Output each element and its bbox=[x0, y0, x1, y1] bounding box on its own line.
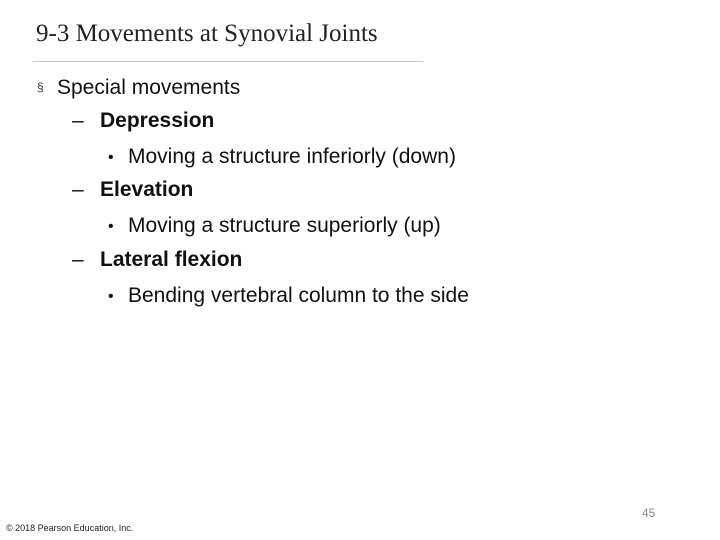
dot-bullet-icon: • bbox=[108, 218, 114, 235]
copyright-notice: © 2018 Pearson Education, Inc. bbox=[6, 523, 134, 533]
dash-bullet-icon: – bbox=[72, 248, 84, 271]
slide-title: 9-3 Movements at Synovial Joints bbox=[36, 20, 378, 47]
title-divider bbox=[33, 61, 423, 62]
dash-bullet-icon: – bbox=[72, 109, 84, 132]
dash-bullet-icon: – bbox=[72, 178, 84, 201]
bullet-level2 bbox=[72, 248, 242, 272]
bullet-level1 bbox=[37, 75, 240, 100]
bullet-level2 bbox=[72, 178, 193, 202]
definition-text: Moving a structure inferiorly (down) bbox=[128, 145, 456, 168]
definition-text: Moving a structure superiorly (up) bbox=[128, 214, 441, 237]
page-number: 45 bbox=[642, 506, 656, 520]
bullet-level3 bbox=[108, 284, 469, 309]
dot-bullet-icon: • bbox=[108, 149, 114, 166]
bullet-level3 bbox=[108, 214, 441, 239]
definition-text: Bending vertebral column to the side bbox=[128, 284, 469, 307]
term-text: Lateral flexion bbox=[100, 248, 243, 271]
term-text: Elevation bbox=[100, 178, 194, 201]
dot-bullet-icon: • bbox=[108, 288, 114, 305]
term-text: Depression bbox=[100, 109, 215, 132]
square-bullet-icon: § bbox=[37, 80, 44, 94]
bullet-level2 bbox=[72, 109, 214, 133]
bullet-level3 bbox=[108, 145, 456, 170]
bullet-text: Special movements bbox=[57, 76, 241, 99]
